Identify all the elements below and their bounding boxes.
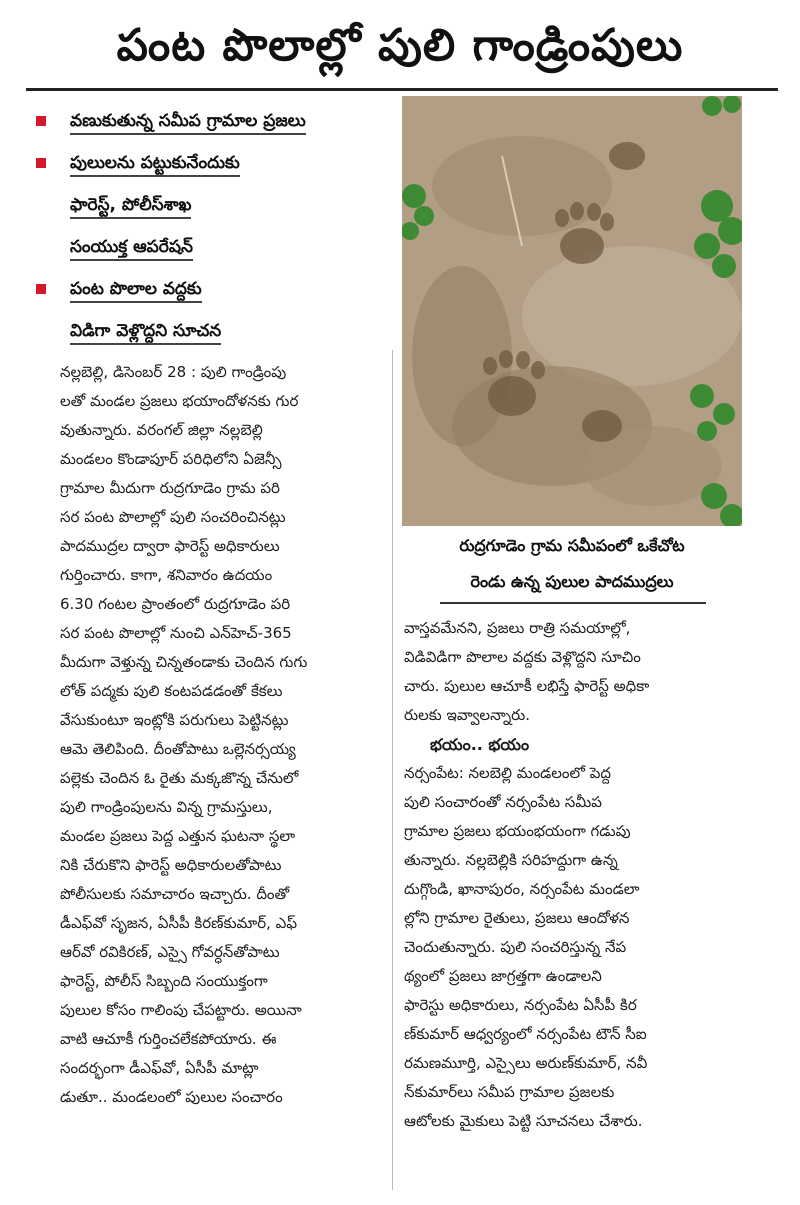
article-line: నికి చేరుకొని ఫారెస్ట్ అధికారులతోపాటు [60, 856, 282, 874]
highlights-list [30, 104, 390, 356]
article-line: పోలీసులకు సమాచారం ఇచ్చారు. దీంతో [60, 885, 290, 903]
article-line: గ్రామాల మీదుగా రుద్రగూడెం గ్రామ పరి [60, 479, 280, 497]
article-line: డుతూ.. మండలంలో పులుల సంచారం [60, 1088, 283, 1106]
article-line: తున్నారు. నల్లబెల్లికి సరిహద్దుగా ఉన్న [404, 851, 618, 869]
article-line: ఫారెస్ట్, పోలీస్ సిబ్బంది సంయుక్తంగా [60, 972, 268, 990]
caption-line: రెండు ఉన్న పులుల పాదముద్రలు [470, 572, 674, 591]
article-line: ణ్‌కుమార్ ఆధ్వర్యంలో నర్సంపేట టౌన్ సీఐ [404, 1025, 647, 1043]
article-line: వాస్తవమేనని, ప్రజలు రాత్రి సమయాల్లో, [404, 619, 631, 637]
article-line: సందర్భంగా డీఎఫ్‌వో, ఏసీపీ మాట్లా [60, 1059, 259, 1077]
highlight-line: పంట పొలాల వద్దకు [70, 279, 202, 303]
article-line: న్‌కుమార్‌లు సమీప గ్రామాల ప్రజలకు [404, 1083, 615, 1101]
highlight-line: వణుకుతున్న సమీప గ్రామాల ప్రజలు [70, 111, 306, 135]
highlight-item [30, 146, 390, 188]
article-line: ఆటోలకు మైకులు పెట్టి సూచనలు చేశారు. [404, 1112, 643, 1130]
article-line: సర పంట పొలాల్లో నుంచి ఎన్‌హెచ్-365 [60, 624, 292, 642]
article-line: వాటి ఆచూకీ గుర్తించలేకపోయారు. ఈ [60, 1030, 277, 1048]
highlight-line: విడిగా వెళ్లొద్దని సూచన [70, 321, 221, 345]
red-square-bullet-icon [36, 116, 46, 126]
article-column-1 [60, 358, 382, 1112]
pugmark-photo [402, 96, 742, 526]
highlight-line: పులులను పట్టుకునేందుకు [70, 153, 240, 177]
article-line: మీదుగా వెళ్తున్న చిన్నతండాకు చెందిన గుగు [60, 653, 308, 671]
article-line: గుర్తించారు. కాగా, శనివారం ఉదయం [60, 566, 273, 584]
article-line: ఆమె తెలిపింది. దీంతోపాటు ఒల్లెనర్సయ్య [60, 740, 296, 758]
article-line: దుగ్గొండి, ఖానాపురం, నర్సంపేట మండలా [404, 880, 640, 898]
article-line: వేసుకుంటూ ఇంట్లోకి పరుగులు పెట్టినట్లు [60, 711, 289, 729]
highlight-line: సంయుక్త ఆపరేషన్ [70, 237, 193, 261]
article-line: మండల ప్రజలు పెద్ద ఎత్తున ఘటనా స్థలా [60, 827, 296, 845]
article-line: విడివిడిగా పొలాల వద్దకు వెళ్లొద్దని సూచిం [404, 648, 641, 666]
article-line: సర పంట పొలాల్లో పులి సంచరించినట్లు [60, 508, 286, 526]
article-line: మండలం కొండాపూర్ పరిధిలోని ఏజెన్సీ [60, 450, 282, 468]
column-divider [392, 350, 393, 1190]
red-square-bullet-icon [36, 284, 46, 294]
article-line: లోత్ పద్మకు పులి కంటపడడంతో కేకలు [60, 682, 283, 700]
photo-caption [402, 528, 742, 600]
caption-rule [440, 602, 706, 604]
pugmark-photo-image [402, 96, 742, 526]
article-line: డీఎఫ్‌వో సృజన, ఏసీపీ కిరణ్‌కుమార్, ఎఫ్ [60, 914, 297, 932]
article-line: పాదముద్రల ద్వారా ఫారెస్ట్ అధికారులు [60, 537, 280, 555]
article-line: చెందుతున్నారు. పులి సంచరిస్తున్న నేప [404, 938, 627, 956]
article-line: పులి గాండ్రింపులను విన్న గ్రామస్తులు, [60, 798, 273, 816]
article-line: పులి సంచారంతో నర్సంపేట సమీప [404, 793, 602, 811]
article-line: చారు. పులుల ఆచూకీ లభిస్తే ఫారెస్ట్ అధికా [404, 677, 650, 695]
highlight-item-cont [30, 188, 390, 230]
red-square-bullet-icon [36, 158, 46, 168]
highlight-item [30, 272, 390, 314]
article-line: నర్సంపేట: నలబెల్లి మండలంలో పెద్ద [404, 764, 611, 782]
highlight-item [30, 104, 390, 146]
article-line: ఆర్‌వో రవికిరణ్, ఎస్సై గోవర్ధన్‌తోపాటు [60, 943, 280, 961]
highlight-item-cont [30, 230, 390, 272]
article-line: పల్లెకు చెందిన ఓ రైతు మక్కజొన్న చేనులో [60, 769, 299, 787]
headline-rule [26, 88, 778, 91]
article-line: వుతున్నారు. వరంగల్ జిల్లా నల్లబెల్లి [60, 421, 263, 439]
article-line: గ్రామాల ప్రజలు భయంభయంగా గడుపు [404, 822, 631, 840]
caption-line: రుద్రగూడెం గ్రామ సమీపంలో ఒకేచోట [459, 536, 685, 555]
highlight-item-cont [30, 314, 390, 356]
subheading: భయం.. భయం [430, 735, 530, 754]
article-line: థ్యంలో ప్రజలు జాగ్రత్తగా ఉండాలని [404, 967, 602, 985]
article-line: రులకు ఇవ్వాలన్నారు. [404, 706, 530, 724]
article-line: రమణమూర్తి, ఎస్సైలు అరుణ్‌కుమార్, నవీ [404, 1054, 648, 1072]
article-line: లతో మండల ప్రజలు భయాందోళనకు గుర [60, 392, 299, 410]
highlight-line: ఫారెస్ట్, పోలీస్‌శాఖ [70, 195, 191, 219]
article-line: ఫారెస్టు అధికారులు, నర్సంపేట ఏసీపీ కిర [404, 996, 637, 1014]
article-line: ల్లోని గ్రామాల రైతులు, ప్రజలు ఆందోళన [404, 909, 630, 927]
article-line: పులుల కోసం గాలింపు చేపట్టారు. అయినా [60, 1001, 302, 1019]
article-line: 6.30 గంటల ప్రాంతంలో రుద్రగూడెం పరి [60, 595, 291, 613]
article-line: నల్లబెల్లి, డిసెంబర్ 28 : పులి గాండ్రింపు [60, 363, 287, 381]
headline: పంట పొలాల్లో పులి గాండ్రింపులు [116, 20, 684, 71]
article-column-2 [404, 614, 750, 1136]
